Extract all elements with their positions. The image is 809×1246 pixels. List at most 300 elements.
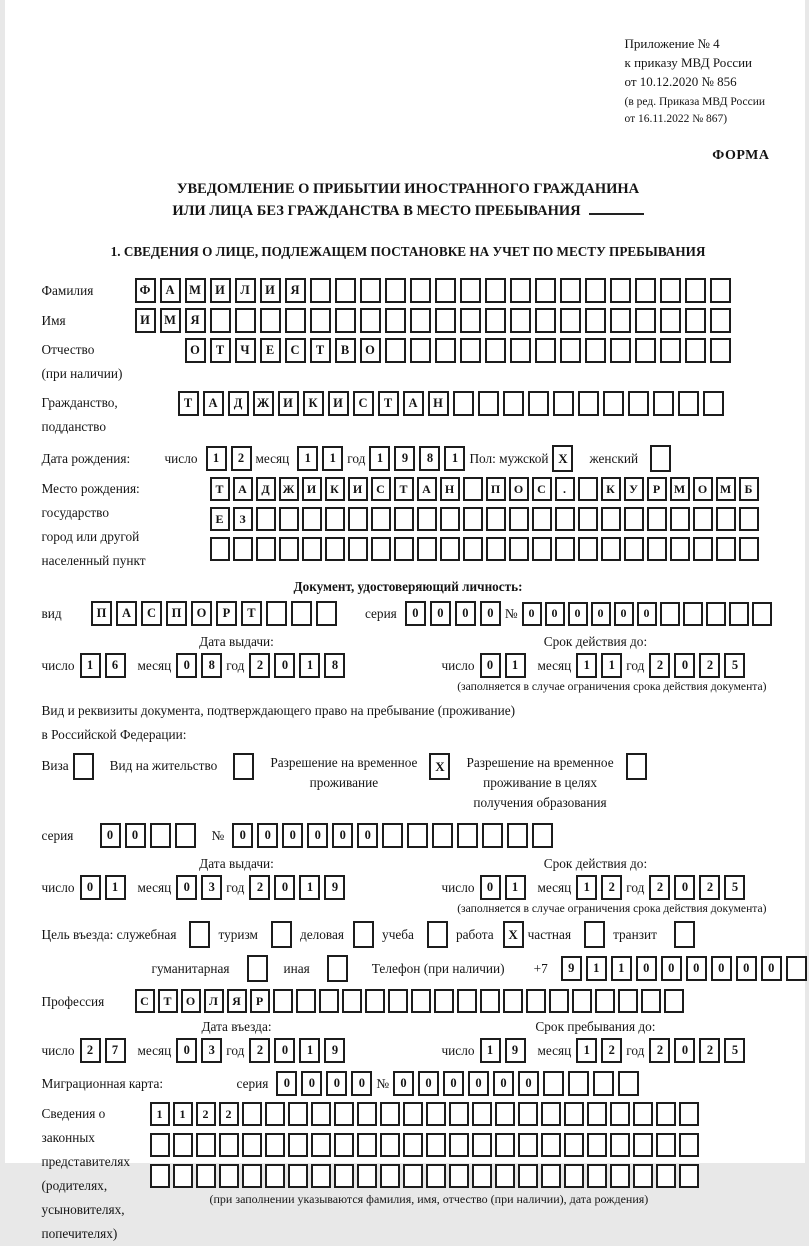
- form-cell[interactable]: [653, 391, 674, 416]
- form-cell[interactable]: 0: [674, 875, 695, 900]
- checkbox-purpose-transit[interactable]: [674, 921, 695, 948]
- form-cell[interactable]: [196, 1133, 216, 1157]
- form-cell[interactable]: К: [601, 477, 621, 501]
- permit-issue-day-input[interactable]: [80, 875, 130, 900]
- form-cell[interactable]: [560, 308, 581, 333]
- form-cell[interactable]: [288, 1164, 308, 1188]
- form-cell[interactable]: [628, 391, 649, 416]
- form-cell[interactable]: [335, 278, 356, 303]
- form-cell[interactable]: [495, 1164, 515, 1188]
- form-cell[interactable]: 3: [201, 1038, 222, 1063]
- form-cell[interactable]: [242, 1164, 262, 1188]
- form-cell[interactable]: [463, 507, 483, 531]
- form-cell[interactable]: 0: [357, 823, 378, 848]
- form-cell[interactable]: [417, 507, 437, 531]
- form-cell[interactable]: [593, 1071, 614, 1096]
- form-cell[interactable]: 0: [443, 1071, 464, 1096]
- form-cell[interactable]: 1: [297, 446, 318, 471]
- form-cell[interactable]: [432, 823, 453, 848]
- form-cell[interactable]: [380, 1133, 400, 1157]
- form-cell[interactable]: 0: [430, 601, 451, 626]
- form-cell[interactable]: [233, 537, 253, 561]
- form-cell[interactable]: Е: [210, 507, 230, 531]
- form-cell[interactable]: М: [160, 308, 181, 333]
- form-cell[interactable]: [518, 1133, 538, 1157]
- form-cell[interactable]: И: [210, 278, 231, 303]
- form-cell[interactable]: 0: [761, 956, 782, 981]
- form-cell[interactable]: [656, 1164, 676, 1188]
- form-cell[interactable]: [453, 391, 474, 416]
- form-cell[interactable]: 8: [419, 446, 440, 471]
- checkbox-visa[interactable]: [73, 753, 94, 780]
- form-cell[interactable]: 2: [80, 1038, 101, 1063]
- form-cell[interactable]: Т: [210, 338, 231, 363]
- form-cell[interactable]: С: [285, 338, 306, 363]
- stay-day-input[interactable]: [480, 1038, 530, 1063]
- form-cell[interactable]: 0: [80, 875, 101, 900]
- form-cell[interactable]: Е: [260, 338, 281, 363]
- form-cell[interactable]: [510, 308, 531, 333]
- form-cell[interactable]: 0: [614, 602, 634, 626]
- form-cell[interactable]: [585, 278, 606, 303]
- doc-issue-year-input[interactable]: [249, 653, 349, 678]
- form-cell[interactable]: З: [233, 507, 253, 531]
- form-cell[interactable]: И: [302, 477, 322, 501]
- form-cell[interactable]: 0: [636, 956, 657, 981]
- form-cell[interactable]: [587, 1164, 607, 1188]
- form-cell[interactable]: Д: [256, 477, 276, 501]
- checkbox-male[interactable]: X: [552, 445, 573, 472]
- form-cell[interactable]: [647, 507, 667, 531]
- form-cell[interactable]: [440, 537, 460, 561]
- doc-until-year-input[interactable]: [649, 653, 749, 678]
- form-cell[interactable]: [587, 1102, 607, 1126]
- form-cell[interactable]: 1: [576, 875, 597, 900]
- form-cell[interactable]: [564, 1102, 584, 1126]
- form-cell[interactable]: [660, 278, 681, 303]
- form-cell[interactable]: 9: [324, 875, 345, 900]
- doc-issue-day-input[interactable]: [80, 653, 130, 678]
- mig-series-input[interactable]: [276, 1071, 376, 1096]
- form-cell[interactable]: 1: [299, 875, 320, 900]
- form-cell[interactable]: [485, 338, 506, 363]
- form-cell[interactable]: [403, 1133, 423, 1157]
- form-cell[interactable]: Т: [178, 391, 199, 416]
- form-cell[interactable]: Я: [227, 989, 247, 1013]
- form-cell[interactable]: [260, 308, 281, 333]
- form-cell[interactable]: [410, 338, 431, 363]
- birth-month-input[interactable]: [297, 446, 347, 471]
- form-cell[interactable]: [601, 537, 621, 561]
- form-cell[interactable]: 1: [576, 1038, 597, 1063]
- form-cell[interactable]: [382, 823, 403, 848]
- form-cell[interactable]: [266, 601, 287, 626]
- form-cell[interactable]: 1: [576, 653, 597, 678]
- form-cell[interactable]: [482, 823, 503, 848]
- form-cell[interactable]: 0: [125, 823, 146, 848]
- permit-series-input[interactable]: [100, 823, 200, 848]
- form-cell[interactable]: [472, 1102, 492, 1126]
- form-cell[interactable]: Т: [210, 477, 230, 501]
- form-cell[interactable]: 1: [611, 956, 632, 981]
- form-cell[interactable]: [288, 1133, 308, 1157]
- form-cell[interactable]: Ж: [253, 391, 274, 416]
- birth-year-input[interactable]: [369, 446, 469, 471]
- form-cell[interactable]: 8: [201, 653, 222, 678]
- form-cell[interactable]: 1: [150, 1102, 170, 1126]
- form-cell[interactable]: [334, 1164, 354, 1188]
- birth-place-row1-input[interactable]: [210, 477, 762, 501]
- form-cell[interactable]: [670, 507, 690, 531]
- form-cell[interactable]: [449, 1164, 469, 1188]
- form-cell[interactable]: [411, 989, 431, 1013]
- form-cell[interactable]: А: [417, 477, 437, 501]
- form-cell[interactable]: 0: [176, 1038, 197, 1063]
- form-cell[interactable]: [716, 507, 736, 531]
- form-cell[interactable]: [635, 338, 656, 363]
- form-cell[interactable]: Ч: [235, 338, 256, 363]
- form-cell[interactable]: [564, 1133, 584, 1157]
- checkbox-residence-permit[interactable]: [233, 753, 254, 780]
- form-cell[interactable]: 9: [324, 1038, 345, 1063]
- checkbox-purpose-private[interactable]: [584, 921, 605, 948]
- form-cell[interactable]: [710, 278, 731, 303]
- form-cell[interactable]: [288, 1102, 308, 1126]
- form-cell[interactable]: У: [624, 477, 644, 501]
- surname-input[interactable]: [135, 278, 735, 303]
- stay-year-input[interactable]: [649, 1038, 749, 1063]
- form-cell[interactable]: 0: [332, 823, 353, 848]
- form-cell[interactable]: [357, 1133, 377, 1157]
- form-cell[interactable]: [342, 989, 362, 1013]
- form-cell[interactable]: [310, 308, 331, 333]
- form-cell[interactable]: И: [348, 477, 368, 501]
- form-cell[interactable]: 0: [405, 601, 426, 626]
- form-cell[interactable]: А: [233, 477, 253, 501]
- form-cell[interactable]: [509, 537, 529, 561]
- form-cell[interactable]: 5: [724, 875, 745, 900]
- form-cell[interactable]: [532, 507, 552, 531]
- form-cell[interactable]: [503, 391, 524, 416]
- form-cell[interactable]: 7: [105, 1038, 126, 1063]
- form-cell[interactable]: Т: [241, 601, 262, 626]
- form-cell[interactable]: Н: [440, 477, 460, 501]
- form-cell[interactable]: [460, 338, 481, 363]
- form-cell[interactable]: [486, 507, 506, 531]
- form-cell[interactable]: [394, 507, 414, 531]
- form-cell[interactable]: [256, 537, 276, 561]
- form-cell[interactable]: [403, 1102, 423, 1126]
- form-cell[interactable]: [150, 1164, 170, 1188]
- form-cell[interactable]: [555, 507, 575, 531]
- form-cell[interactable]: П: [486, 477, 506, 501]
- form-cell[interactable]: [739, 507, 759, 531]
- form-cell[interactable]: 0: [282, 823, 303, 848]
- form-cell[interactable]: [532, 537, 552, 561]
- form-cell[interactable]: 0: [301, 1071, 322, 1096]
- form-cell[interactable]: 0: [686, 956, 707, 981]
- form-cell[interactable]: [385, 308, 406, 333]
- form-cell[interactable]: [572, 989, 592, 1013]
- form-cell[interactable]: [302, 537, 322, 561]
- form-cell[interactable]: Т: [158, 989, 178, 1013]
- form-cell[interactable]: А: [403, 391, 424, 416]
- form-cell[interactable]: [265, 1102, 285, 1126]
- form-cell[interactable]: [601, 507, 621, 531]
- form-cell[interactable]: [585, 308, 606, 333]
- form-cell[interactable]: [535, 278, 556, 303]
- form-cell[interactable]: [518, 1164, 538, 1188]
- representatives-row3-input[interactable]: [150, 1164, 702, 1188]
- form-cell[interactable]: Р: [647, 477, 667, 501]
- form-cell[interactable]: [578, 537, 598, 561]
- form-cell[interactable]: [610, 1164, 630, 1188]
- doc-until-day-input[interactable]: [480, 653, 530, 678]
- form-cell[interactable]: [610, 1133, 630, 1157]
- permit-issue-year-input[interactable]: [249, 875, 349, 900]
- form-cell[interactable]: [679, 1164, 699, 1188]
- doc-number-input[interactable]: [522, 602, 775, 626]
- form-cell[interactable]: 1: [80, 653, 101, 678]
- form-cell[interactable]: 0: [674, 1038, 695, 1063]
- form-cell[interactable]: .: [555, 477, 575, 501]
- form-cell[interactable]: [532, 823, 553, 848]
- form-cell[interactable]: А: [160, 278, 181, 303]
- form-cell[interactable]: 0: [100, 823, 121, 848]
- form-cell[interactable]: [472, 1164, 492, 1188]
- form-cell[interactable]: Т: [310, 338, 331, 363]
- form-cell[interactable]: Ж: [279, 477, 299, 501]
- form-cell[interactable]: [610, 278, 631, 303]
- form-cell[interactable]: [457, 989, 477, 1013]
- form-cell[interactable]: 0: [711, 956, 732, 981]
- form-cell[interactable]: [486, 537, 506, 561]
- form-cell[interactable]: [426, 1102, 446, 1126]
- form-cell[interactable]: [526, 989, 546, 1013]
- checkbox-purpose-official[interactable]: [189, 921, 210, 948]
- form-cell[interactable]: [710, 338, 731, 363]
- form-cell[interactable]: 0: [480, 601, 501, 626]
- form-cell[interactable]: [410, 278, 431, 303]
- form-cell[interactable]: [635, 278, 656, 303]
- form-cell[interactable]: 2: [699, 653, 720, 678]
- form-cell[interactable]: [633, 1133, 653, 1157]
- form-cell[interactable]: [385, 278, 406, 303]
- form-cell[interactable]: С: [135, 989, 155, 1013]
- form-cell[interactable]: [647, 537, 667, 561]
- form-cell[interactable]: [279, 507, 299, 531]
- permit-until-month-input[interactable]: [576, 875, 626, 900]
- form-cell[interactable]: [173, 1164, 193, 1188]
- form-cell[interactable]: [670, 537, 690, 561]
- form-cell[interactable]: [426, 1164, 446, 1188]
- profession-input[interactable]: [135, 989, 687, 1013]
- form-cell[interactable]: 0: [232, 823, 253, 848]
- form-cell[interactable]: И: [260, 278, 281, 303]
- form-cell[interactable]: [463, 477, 483, 501]
- form-cell[interactable]: [426, 1133, 446, 1157]
- form-cell[interactable]: [578, 507, 598, 531]
- form-cell[interactable]: [664, 989, 684, 1013]
- form-cell[interactable]: 0: [591, 602, 611, 626]
- permit-until-day-input[interactable]: [480, 875, 530, 900]
- form-cell[interactable]: [210, 537, 230, 561]
- form-cell[interactable]: [311, 1164, 331, 1188]
- form-cell[interactable]: 0: [176, 653, 197, 678]
- patronymic-input[interactable]: [185, 338, 735, 363]
- form-cell[interactable]: 5: [724, 653, 745, 678]
- representatives-row1-input[interactable]: [150, 1102, 702, 1126]
- form-cell[interactable]: П: [166, 601, 187, 626]
- form-cell[interactable]: Л: [235, 278, 256, 303]
- form-cell[interactable]: Л: [204, 989, 224, 1013]
- form-cell[interactable]: 0: [637, 602, 657, 626]
- form-cell[interactable]: 0: [568, 602, 588, 626]
- form-cell[interactable]: [635, 308, 656, 333]
- form-cell[interactable]: [360, 278, 381, 303]
- entry-month-input[interactable]: [176, 1038, 226, 1063]
- form-cell[interactable]: [485, 308, 506, 333]
- doc-until-month-input[interactable]: [576, 653, 626, 678]
- form-cell[interactable]: [585, 338, 606, 363]
- form-cell[interactable]: С: [141, 601, 162, 626]
- form-cell[interactable]: [279, 537, 299, 561]
- checkbox-purpose-humanitarian[interactable]: [247, 955, 268, 982]
- form-cell[interactable]: 2: [601, 875, 622, 900]
- form-cell[interactable]: [706, 602, 726, 626]
- form-cell[interactable]: [633, 1164, 653, 1188]
- form-cell[interactable]: И: [328, 391, 349, 416]
- form-cell[interactable]: [564, 1164, 584, 1188]
- form-cell[interactable]: 1: [505, 875, 526, 900]
- checkbox-purpose-work[interactable]: X: [503, 921, 524, 948]
- form-cell[interactable]: [311, 1133, 331, 1157]
- form-cell[interactable]: [543, 1071, 564, 1096]
- form-cell[interactable]: [310, 278, 331, 303]
- form-cell[interactable]: [173, 1133, 193, 1157]
- form-cell[interactable]: [242, 1133, 262, 1157]
- form-cell[interactable]: [385, 338, 406, 363]
- form-cell[interactable]: С: [353, 391, 374, 416]
- form-cell[interactable]: Т: [394, 477, 414, 501]
- form-cell[interactable]: [693, 507, 713, 531]
- form-cell[interactable]: И: [278, 391, 299, 416]
- form-cell[interactable]: [685, 278, 706, 303]
- form-cell[interactable]: [417, 537, 437, 561]
- form-cell[interactable]: К: [325, 477, 345, 501]
- form-cell[interactable]: М: [670, 477, 690, 501]
- form-cell[interactable]: Я: [185, 308, 206, 333]
- form-cell[interactable]: О: [360, 338, 381, 363]
- form-cell[interactable]: 2: [249, 653, 270, 678]
- form-cell[interactable]: [219, 1164, 239, 1188]
- form-cell[interactable]: 9: [561, 956, 582, 981]
- form-cell[interactable]: [388, 989, 408, 1013]
- entry-day-input[interactable]: [80, 1038, 130, 1063]
- form-cell[interactable]: [624, 507, 644, 531]
- form-cell[interactable]: [660, 338, 681, 363]
- form-cell[interactable]: [549, 989, 569, 1013]
- form-cell[interactable]: 0: [455, 601, 476, 626]
- checkbox-purpose-tourism[interactable]: [271, 921, 292, 948]
- form-cell[interactable]: [560, 278, 581, 303]
- form-cell[interactable]: [480, 989, 500, 1013]
- permit-issue-month-input[interactable]: [176, 875, 226, 900]
- form-cell[interactable]: 0: [493, 1071, 514, 1096]
- form-cell[interactable]: Т: [378, 391, 399, 416]
- form-cell[interactable]: 1: [505, 653, 526, 678]
- form-cell[interactable]: [656, 1102, 676, 1126]
- form-cell[interactable]: 2: [699, 1038, 720, 1063]
- form-cell[interactable]: [457, 823, 478, 848]
- form-cell[interactable]: [334, 1133, 354, 1157]
- form-cell[interactable]: [541, 1133, 561, 1157]
- form-cell[interactable]: [752, 602, 772, 626]
- form-cell[interactable]: 2: [649, 875, 670, 900]
- form-cell[interactable]: [509, 507, 529, 531]
- form-cell[interactable]: [786, 956, 807, 981]
- form-cell[interactable]: [535, 308, 556, 333]
- form-cell[interactable]: О: [693, 477, 713, 501]
- form-cell[interactable]: [624, 537, 644, 561]
- form-cell[interactable]: 0: [480, 875, 501, 900]
- form-cell[interactable]: [335, 308, 356, 333]
- form-cell[interactable]: 0: [674, 653, 695, 678]
- form-cell[interactable]: 0: [468, 1071, 489, 1096]
- form-cell[interactable]: 5: [724, 1038, 745, 1063]
- form-cell[interactable]: [510, 338, 531, 363]
- form-cell[interactable]: [656, 1133, 676, 1157]
- form-cell[interactable]: [560, 338, 581, 363]
- form-cell[interactable]: [528, 391, 549, 416]
- form-cell[interactable]: С: [532, 477, 552, 501]
- form-cell[interactable]: 1: [299, 653, 320, 678]
- doc-type-input[interactable]: [91, 601, 341, 626]
- form-cell[interactable]: [365, 989, 385, 1013]
- form-cell[interactable]: [357, 1102, 377, 1126]
- form-cell[interactable]: Н: [428, 391, 449, 416]
- form-cell[interactable]: О: [191, 601, 212, 626]
- form-cell[interactable]: [716, 537, 736, 561]
- form-cell[interactable]: 2: [231, 446, 252, 471]
- citizenship-input[interactable]: [178, 391, 728, 416]
- birth-place-row2-input[interactable]: [210, 507, 762, 531]
- form-cell[interactable]: [610, 1102, 630, 1126]
- checkbox-purpose-business[interactable]: [353, 921, 374, 948]
- form-cell[interactable]: 0: [480, 653, 501, 678]
- form-cell[interactable]: 2: [699, 875, 720, 900]
- form-cell[interactable]: [603, 391, 624, 416]
- form-cell[interactable]: [541, 1102, 561, 1126]
- form-cell[interactable]: [273, 989, 293, 1013]
- form-cell[interactable]: [568, 1071, 589, 1096]
- form-cell[interactable]: [150, 823, 171, 848]
- form-cell[interactable]: [610, 308, 631, 333]
- name-input[interactable]: [135, 308, 735, 333]
- form-cell[interactable]: [485, 278, 506, 303]
- form-cell[interactable]: [553, 391, 574, 416]
- form-cell[interactable]: [348, 507, 368, 531]
- form-cell[interactable]: [348, 537, 368, 561]
- form-cell[interactable]: 2: [249, 875, 270, 900]
- form-cell[interactable]: Д: [228, 391, 249, 416]
- form-cell[interactable]: К: [303, 391, 324, 416]
- form-cell[interactable]: [242, 1102, 262, 1126]
- form-cell[interactable]: 9: [505, 1038, 526, 1063]
- checkbox-female[interactable]: [650, 445, 671, 472]
- entry-year-input[interactable]: [249, 1038, 349, 1063]
- form-cell[interactable]: [449, 1102, 469, 1126]
